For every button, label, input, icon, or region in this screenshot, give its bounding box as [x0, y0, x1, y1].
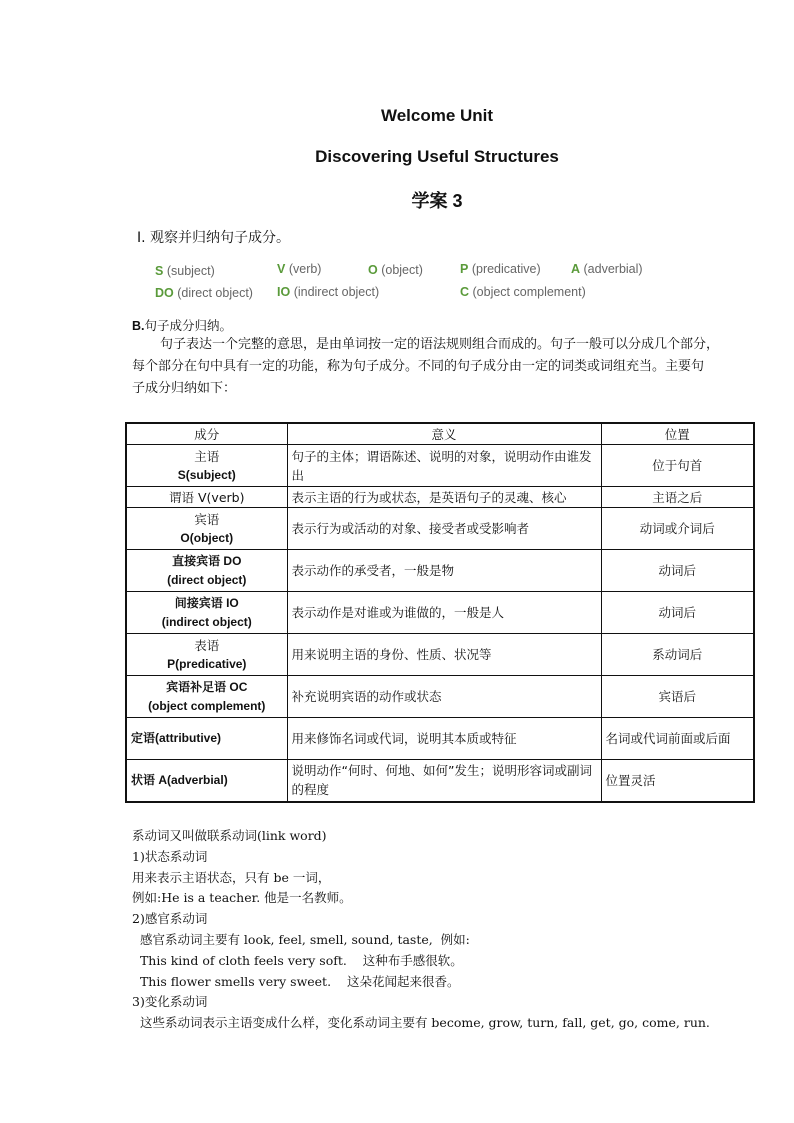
table-row [126, 634, 754, 676]
position-cell: 宾语后 [601, 676, 754, 718]
table-row [126, 676, 754, 718]
title-xuean: 学案 3 [411, 191, 463, 211]
table-row [126, 592, 754, 634]
meaning-cell: 表示动作是对谁或为谁做的，一般是人 [287, 592, 601, 634]
sentence-components-table [125, 422, 755, 803]
component-cell: 间接宾语 IO (indirect object) [126, 592, 287, 634]
position-cell: 动词后 [601, 592, 754, 634]
para-line-1: 句子表达一个完整的意思，是由单词按一定的语法规则组合而成的。句子一般可以分成几个部分， [160, 337, 720, 352]
component-cell: 谓语 V(verb) [126, 487, 287, 508]
position-cell: 动词后 [601, 550, 754, 592]
component-cell: 宾语 O(object) [126, 508, 287, 550]
legend-item-a: A (adverbial) [571, 262, 643, 276]
sectionB-paragraph [132, 334, 757, 400]
meaning-cell: 补充说明宾语的动作或状态 [287, 676, 601, 718]
notes-line: This flower smells very sweet. 这朵花闻起来很香。 [132, 973, 460, 989]
table-row [126, 508, 754, 550]
table-header: 意义 [287, 423, 601, 445]
position-cell: 主语之后 [601, 487, 754, 508]
link-verb-notes [132, 826, 710, 1034]
notes-line: 系动词又叫做联系动词(link word) [132, 828, 327, 843]
position-cell: 名词或代词前面或后面 [601, 718, 754, 760]
notes-line: 1)状态系动词 [132, 848, 208, 864]
component-cell: 定语(attributive) [126, 718, 287, 760]
component-cell: 表语 P(predicative) [126, 634, 287, 676]
legend-item-do: DO (direct object) [155, 286, 253, 300]
notes-line: This kind of cloth feels very soft. 这种布手感很软。 [132, 952, 463, 968]
component-cell: 宾语补足语 OC (object complement) [126, 676, 287, 718]
position-cell: 位置灵活 [601, 760, 754, 802]
sectionB-heading: B.句子成分归纳。 [132, 318, 233, 333]
legend-item-v: V (verb) [277, 262, 322, 276]
legend-item-s: S (subject) [155, 264, 215, 278]
meaning-cell: 说明动作“何时、何地、如何”发生；说明形容词或副词的程度 [287, 760, 601, 802]
position-cell: 位于句首 [601, 445, 754, 487]
position-cell: 动词或介词后 [601, 508, 754, 550]
notes-line: 例如:He is a teacher. 他是一名教师。 [132, 890, 352, 906]
title-discovering: Discovering Useful Structures [315, 147, 559, 166]
component-cell: 直接宾语 DO (direct object) [126, 550, 287, 592]
notes-line: 用来表示主语状态，只有 be 一词， [132, 869, 331, 885]
notes-line: 3)变化系动词 [132, 994, 208, 1010]
meaning-cell: 表示主语的行为或状态，是英语句子的灵魂、核心 [287, 487, 601, 508]
table-row [126, 487, 754, 508]
meaning-cell: 表示动作的承受者，一般是物 [287, 550, 601, 592]
table-row [126, 550, 754, 592]
section1-heading: Ⅰ. 观察并归纳句子成分。 [137, 230, 291, 246]
notes-line: 这些系动词表示主语变成什么样，变化系动词主要有 become, grow, turn, fall, get, go, come, run. [132, 1015, 710, 1031]
meaning-cell: 句子的主体；谓语陈述、说明的对象，说明动作由谁发出 [287, 445, 601, 487]
table-row [126, 718, 754, 760]
legend-item-p: P (predicative) [460, 262, 541, 276]
table-header: 位置 [601, 423, 754, 445]
meaning-cell: 用来修饰名词或代词，说明其本质或特征 [287, 718, 601, 760]
para-line-3: 子成分归纳如下： [132, 381, 237, 396]
legend-item-io: IO (indirect object) [277, 285, 380, 299]
table-row [126, 445, 754, 487]
para-line-2: 每个部分在句中具有一定的功能，称为句子成分。不同的句子成分由一定的词类或词组充当。主要句 [132, 359, 705, 374]
notes-line: 感官系动词主要有 look, feel, smell, sound, taste, 例如: [132, 931, 470, 947]
meaning-cell: 用来说明主语的身份、性质、状况等 [287, 634, 601, 676]
meaning-cell: 表示行为或活动的对象、接受者或受影响者 [287, 508, 601, 550]
legend-item-o: O (object) [368, 263, 423, 277]
table-row [126, 760, 754, 802]
table-header-row [126, 423, 754, 445]
notes-line: 2)感官系动词 [132, 911, 208, 927]
title-welcome-unit: Welcome Unit [380, 106, 494, 125]
position-cell: 系动词后 [601, 634, 754, 676]
legend-item-c: C (object complement) [460, 285, 586, 299]
component-cell: 主语 S(subject) [126, 445, 287, 487]
component-cell: 状语 A(adverbial) [126, 760, 287, 802]
table-header: 成分 [126, 423, 287, 445]
